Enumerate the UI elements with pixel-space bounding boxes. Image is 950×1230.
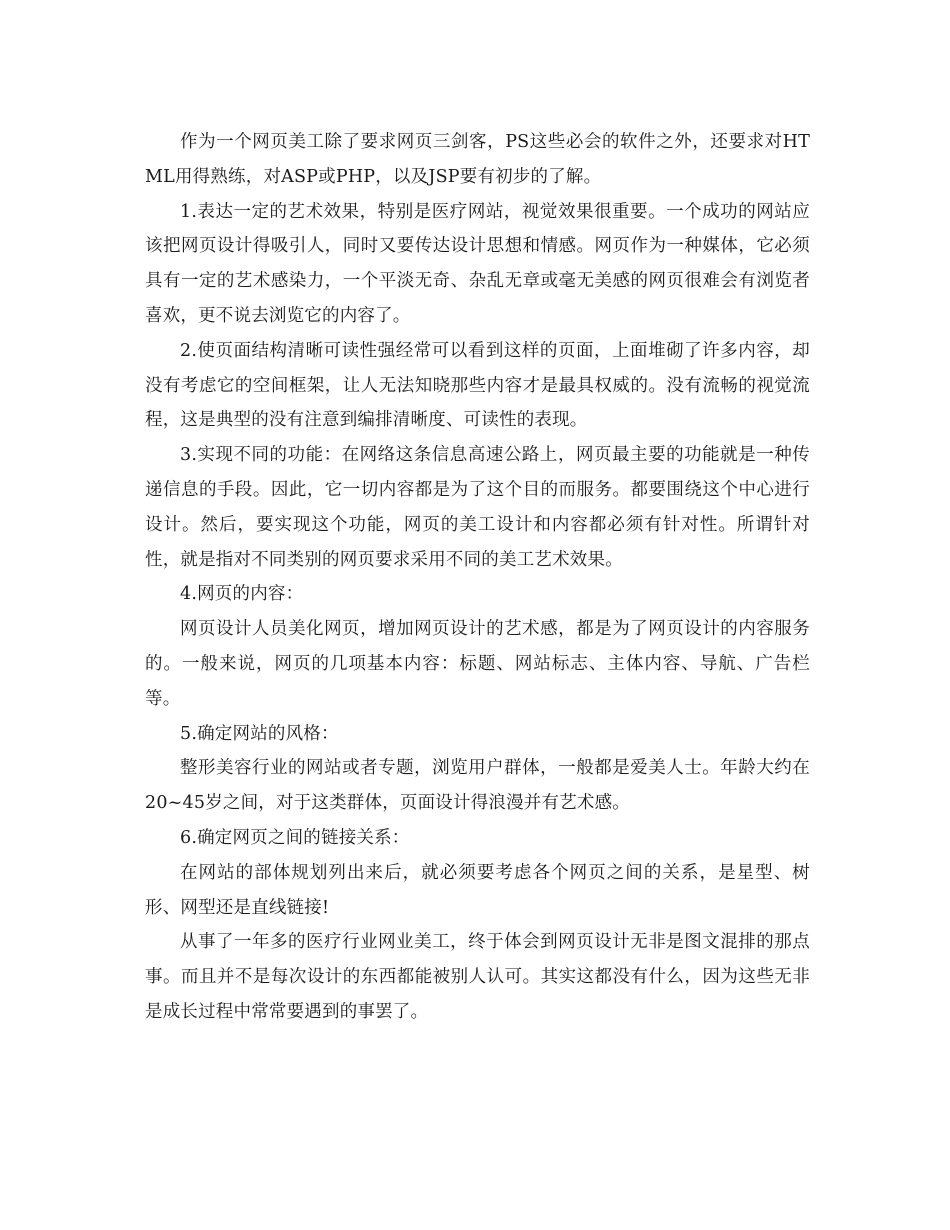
- paragraph-conclusion: 从事了一年多的医疗行业网业美工，终于体会到网页设计无非是图文混排的那点事。而且并不是每次设计的东西都能被别人认可。其实这都没有什么，因为这些无非是成长过程中常常要遇到的事罢了。: [145, 932, 810, 1022]
- paragraph-point-3: 3.实现不同的功能：在网络这条信息高速公路上，网页最主要的功能就是一种传递信息的手段。因此，它一切内容都是为了这个目的而服务。都要围绕这个中心进行设计。然后，要实现这个功能，网页的美工设计和内容都必须有针对性。所谓针对性，就是指对不同类别的网页要求采用不同的美工艺术效果。: [145, 445, 810, 570]
- paragraph-point-5-body: 整形美容行业的网站或者专题，浏览用户群体，一般都是爱美人士。年龄大约在20~45岁之间，对于这类群体，页面设计得浪漫并有艺术感。: [145, 758, 810, 814]
- heading-point-5: 5.确定网站的风格：: [180, 723, 339, 744]
- paragraph-point-6-body: 在网站的部体规划列出来后，就必须要考虑各个网页之间的关系，是星型、树形、网型还是直线链接!: [145, 862, 810, 918]
- paragraph-point-4-body: 网页设计人员美化网页，增加网页设计的艺术感，都是为了网页设计的内容服务的。一般来说，网页的几项基本内容：标题、网站标志、主体内容、导航、广告栏等。: [145, 619, 810, 709]
- heading-point-4: 4.网页的内容：: [180, 584, 304, 605]
- paragraph-point-1: 1.表达一定的艺术效果，特别是医疗网站，视觉效果很重要。一个成功的网站应该把网页设计得吸引人，同时又要传达设计思想和情感。网页作为一种媒体，它必须具有一定的艺术感染力，一个平淡无奇、杂乱无章或毫无美感的网页很难会有浏览者喜欢，更不说去浏览它的内容了。: [145, 201, 810, 326]
- paragraph-point-2: 2.使页面结构清晰可读性强经常可以看到这样的页面，上面堆砌了许多内容，却没有考虑它的空间框架，让人无法知晓那些内容才是最具权威的。没有流畅的视觉流程，这是典型的没有注意到编排清晰度、可读性的表现。: [145, 340, 810, 431]
- paragraph-intro: 作为一个网页美工除了要求网页三剑客，PS这些必会的软件之外，还要求对HTML用得熟练，对ASP或PHP，以及JSP要有初步的了解。: [145, 132, 810, 187]
- heading-point-6: 6.确定网页之间的链接关系：: [180, 827, 410, 848]
- document-body: [145, 125, 810, 1030]
